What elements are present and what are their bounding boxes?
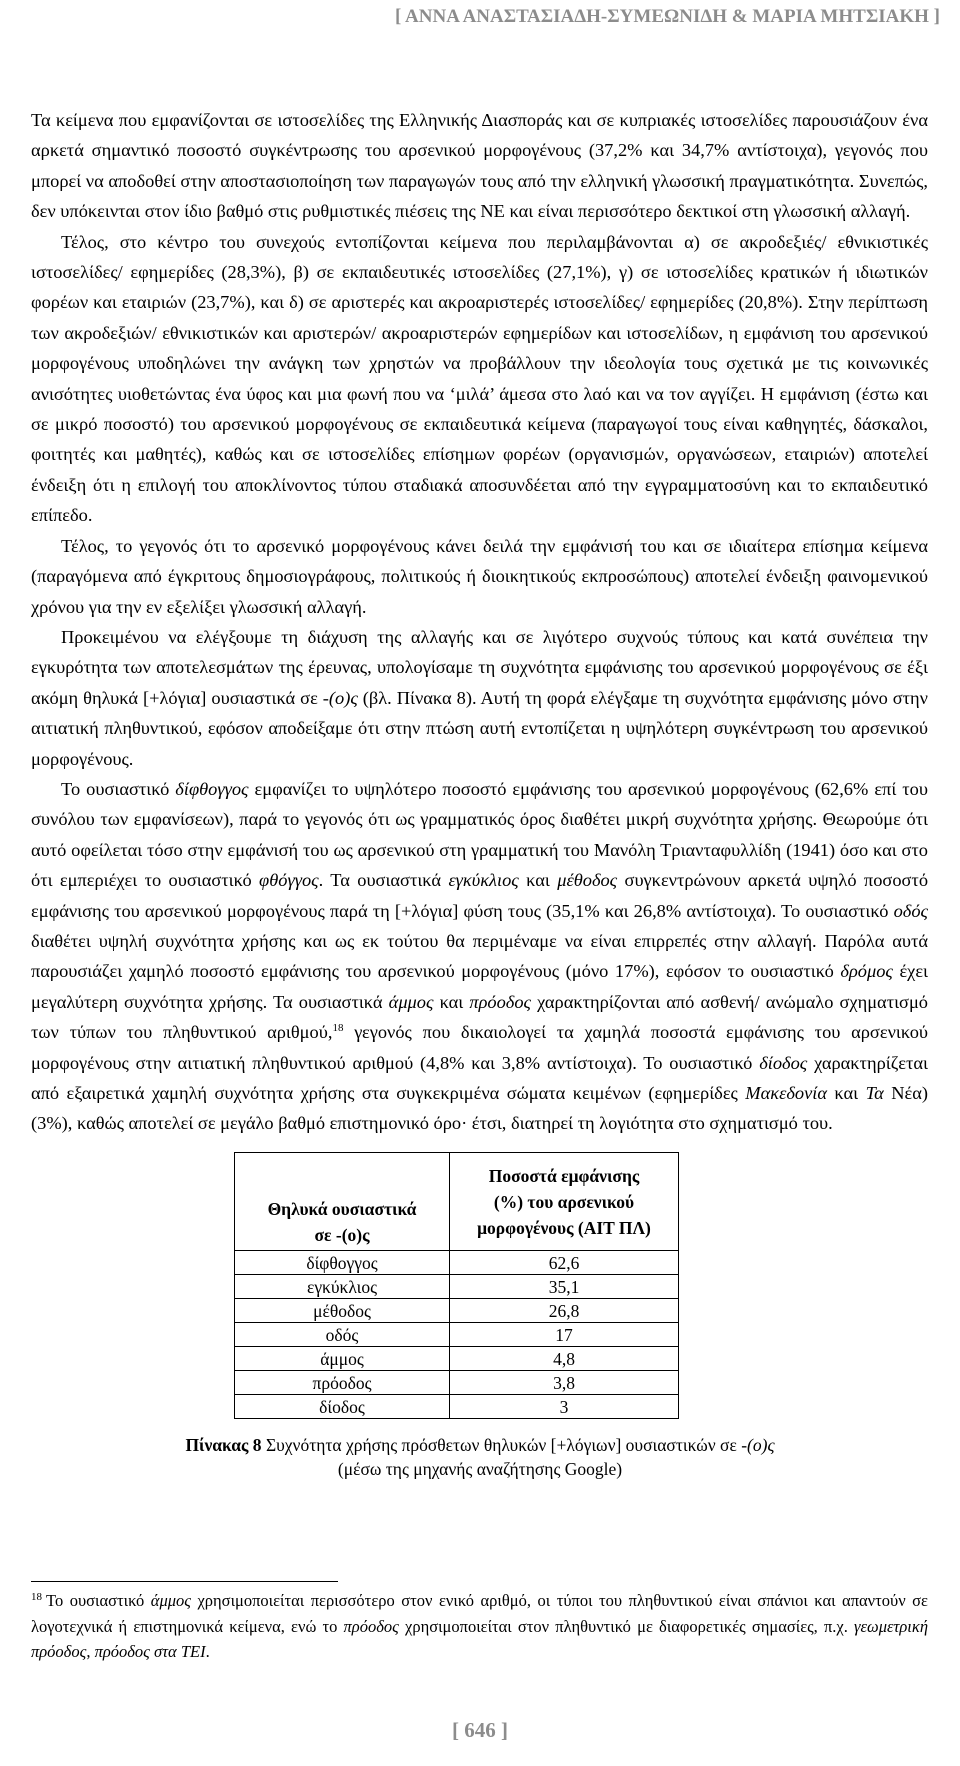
table-row — [235, 1371, 679, 1395]
text-run: χρησιμοποιείται στον πληθυντικό με διαφορετικές σημασίες, π.χ. — [398, 1616, 855, 1636]
table-row — [235, 1251, 679, 1275]
text-run: συγκεντρώνουν αρκετά υψηλό ποσοστό εμφάνισης του αρσενικού μορφογένους παρά τη [+λόγια] φύση τους (35,1% και 26,8% αντίστοιχα). Το ουσιαστικό — [31, 870, 929, 921]
noun-cell: δίφθογγος — [235, 1251, 450, 1275]
paragraph-4-text-a: Προκειμένου να ελέγξουμε τη διάχυση της αλλαγής και σε λιγότερο συχνούς τύπους και κατά συνέπεια την εγκυρότητα των αποτελεσμάτων της έρευνας, υπολογίσαμε τη συχνότητα εμφάνισης του αρσενικού μορφογένους σε έξι ακόμη θηλυκά [+λόγια] ουσιαστικά σε — [31, 626, 928, 708]
noun-cell: πρόοδος — [235, 1371, 450, 1395]
italic-term: πρόοδος — [469, 991, 532, 1012]
paragraph-4-suffix: -(ο)ς — [322, 687, 358, 708]
italic-term: γεωμετρική πρόοδος — [31, 1616, 928, 1661]
table-header-nouns — [235, 1153, 450, 1251]
italic-term: Μακεδονία — [745, 1083, 827, 1103]
percent-cell: 17 — [450, 1323, 679, 1347]
paragraph-4 — [31, 622, 928, 774]
table-row — [235, 1347, 679, 1371]
italic-term: δίφθογγος — [175, 778, 249, 799]
percent-cell: 62,6 — [450, 1251, 679, 1275]
paragraph-2: Τέλος, στο κέντρο του συνεχούς εντοπίζονται κείμενα που περιλαμβάνονται α) σε ακροδεξιές/ εθνικιστικές ιστοσελίδες/ εφημερίδες (28,3%), β) σε εκπαιδευτικές ιστοσελίδες (27,1%), γ) σε ιστοσελίδες κρατικών ή ιδιωτικών φορέων και εταιριών (23,7%), και δ) σε αριστερές και ακροαριστερές ιστοσελίδες/ εφημερίδες (20,8%). Στην περίπτωση των ακροδεξιών/ εθνικιστικών και αριστερών/ ακροαριστερών εφημερίδων και ιστοσελίδων, η εμφάνιση του αρσενικού μορφογένους υποδηλώνει την ανάγκη των χρηστών να προβάλλουν την ιδεολογία τους σχετικά με τις κοινωνικές ανισότητες υιοθετώντας ένα ύφος και μια φωνή που να ‘μιλά’ άμεσα στο λαό και να τον αγγίζει. Η εμφάνιση (έστω και σε μικρό ποσοστό) του αρσενικού μορφογένους σε εκπαιδευτικά κείμενα (παραγωγοί τους είναι καθηγητές, δάσκαλοι, φοιτητές και μαθητές), καθώς και σε ιστοσελίδες επίσημων φορέων (οργανισμών, οργανώσεων, εταιριών) αποτελεί ένδειξη ότι η επιλογή του αποκλίνοντος τύπου σταδιακά αποσυνδέεται από την εγγραμματοσύνη και το εκπαιδευτικό επίπεδο. — [31, 231, 928, 526]
table-header-nouns-line2: σε -(ο)ς — [314, 1225, 370, 1245]
percent-cell: 26,8 — [450, 1299, 679, 1323]
text-run: Νέα) (3%), καθώς αποτελεί σε μεγάλο βαθμό επιστημονικό όρο· έτσι, διατηρεί τη λογιότητα στο σχηματισμό του. — [31, 1083, 928, 1134]
italic-term: πρόοδος — [343, 1616, 399, 1636]
text-run: γεγονός που δικαιολογεί τα χαμηλά ποσοστά εμφάνισης του αρσενικού μορφογένους στην αιτιατική πληθυντικού αριθμού (4,8% και 3,8% αντίστοιχα). Το ουσιαστικό — [31, 1022, 928, 1073]
table-header-percent-line3: μορφογένους (ΑΙΤ ΠΛ) — [477, 1217, 651, 1238]
table-row — [235, 1299, 679, 1323]
table-caption-label: Πίνακας 8 — [185, 1435, 262, 1455]
page-number: [ 646 ] — [452, 1718, 508, 1742]
text-run: διαθέτει υψηλή συχνότητα χρήσης και ως εκ τούτου θα περιμέναμε να είναι επιρρεπές στην αλλαγή. Παρόλα αυτά παρουσιάζει χαμηλό ποσοστό εμφάνισης του αρσενικού μορφογένους (μόνο 17%), εφόσον το ουσιαστικό — [31, 930, 928, 982]
noun-cell: δίοδος — [235, 1395, 450, 1419]
table-header-percent — [450, 1153, 679, 1251]
italic-term: δίοδος — [759, 1052, 808, 1073]
paragraph-4-text-c: (βλ. Πίνακα 8). Αυτή τη φορά ελέγξαμε τη συχνότητα εμφάνισης μόνο στην αιτιατική πληθυντικού, εφόσον αποδείξαμε ότι στην πτώση αυτή εντοπίζεται η υψηλότερη συγκέντρωση του αρσενικού μορφογένους. — [31, 687, 928, 769]
italic-term: άμμος — [388, 991, 434, 1012]
table-8 — [234, 1152, 679, 1419]
percent-cell: 35,1 — [450, 1275, 679, 1299]
text-run: Το ουσιαστικό — [46, 1591, 151, 1610]
paragraph-1: Τα κείμενα που εμφανίζονται σε ιστοσελίδες της Ελληνικής Διασποράς και σε κυπριακές ιστοσελίδες παρουσιάζουν ένα αρκετά σημαντικό ποσοστό συγκέντρωσης του αρσενικού μορφογένους (37,2% και 34,7% αντίστοιχα), γεγονός που μπορεί να αποδοθεί στην αποστασιοποίηση των παραγωγών τους από την ελληνική γλωσσική πραγματικότητα. Συνεπώς, δεν υπόκεινται στον ίδιο βαθμό στις ρυθμιστικές πιέσεις της ΝΕ και είναι περισσότερο δεκτικοί στη γλωσσική αλλαγή. — [31, 110, 928, 222]
paragraph-3: Τέλος, το γεγονός ότι το αρσενικό μορφογένους κάνει δειλά την εμφάνισή του και σε ιδιαίτερα επίσημα κείμενα (παραγόμενα από έγκριτους δημοσιογράφους, πολιτικούς ή διοικητικούς εκπροσώπους) αποτελεί ένδειξη φαινομενικού χρόνου για την εν εξελίξει γλωσσική αλλαγή. — [31, 535, 928, 617]
table-row — [235, 1275, 679, 1299]
footnote-separator — [31, 1581, 338, 1582]
table-caption-line2: (μέσω της μηχανής αναζήτησης Google) — [337, 1459, 623, 1479]
text-run: χρησιμοποιείται περισσότερο στον ενικό αριθμό, οι τύποι του πληθυντικού είναι σπάνιοι και απαντούν σε λογοτεχνικά ή επιστημονικά κείμενα, ενώ το — [31, 1591, 928, 1636]
italic-term: φθόγγος — [259, 870, 319, 891]
noun-cell: άμμος — [235, 1347, 450, 1371]
text-run: . — [205, 1642, 210, 1661]
table-header-percent-line1: Ποσοστά εμφάνισης — [488, 1165, 640, 1186]
table-caption-text: Συχνότητα χρήσης πρόσθετων θηλυκών [+λόγιων] ουσιαστικών σε — [261, 1435, 742, 1455]
italic-term: Τα — [865, 1083, 884, 1103]
table-caption — [0, 1433, 960, 1481]
text-run: εμφανίζει το υψηλότερο ποσοστό εμφάνισης του αρσενικού μορφογένους (62,6% επί του συνόλου των εμφανίσεων), παρά το γεγονός ότι ως γραμματικός όρος διαθέτει μικρή συχνότητα χρήσης. Θεωρούμε ότι αυτό οφείλεται τόσο στην εμφάνισή του ως αρσενικού στη γραμματική του Μανόλη Τριανταφυλλίδη (1941) όσο και στο ότι εμπεριέχει το ουσιαστικό — [31, 778, 928, 891]
text-run: και — [433, 991, 470, 1012]
footnote-ref: 18 — [332, 1022, 344, 1035]
table-caption-line1 — [0, 1433, 960, 1457]
italic-term: άμμος — [150, 1591, 191, 1610]
table-row — [235, 1323, 679, 1347]
footnote-18 — [31, 1588, 928, 1665]
percent-cell: 3 — [450, 1395, 679, 1419]
footnote-number: 18 — [31, 1590, 42, 1603]
italic-term: εγκύκλιος — [448, 870, 519, 891]
text-run: Το ουσιαστικό — [61, 778, 176, 799]
italic-term: οδός — [893, 900, 928, 921]
text-run: και — [827, 1083, 866, 1103]
percent-cell: 4,8 — [450, 1347, 679, 1371]
table-row — [235, 1395, 679, 1419]
noun-cell: οδός — [235, 1323, 450, 1347]
italic-term: μέθοδος — [557, 870, 618, 891]
table-header-percent-line2: (%) του αρσενικού — [493, 1191, 635, 1212]
text-run: , — [86, 1642, 95, 1661]
noun-cell: εγκύκλιος — [235, 1275, 450, 1299]
body-text — [31, 105, 928, 1139]
text-run: χαρακτηρίζονται από ασθενή/ ανώμαλο σχηματισμό των τύπων του πληθυντικού αριθμού, — [31, 991, 928, 1043]
footnote-text — [31, 1591, 928, 1661]
text-run: έχει μεγαλύτερη συχνότητα χρήσης. Τα ουσιαστικά — [31, 961, 929, 1012]
noun-cell: μέθοδος — [235, 1299, 450, 1323]
italic-term: δρόμος — [840, 961, 893, 982]
text-run: και — [518, 870, 558, 891]
paragraph-5 — [31, 774, 928, 1139]
italic-term: πρόοδος στα ΤΕΙ — [94, 1642, 206, 1661]
text-run: . Τα ουσιαστικά — [318, 870, 449, 891]
text-run: χαρακτηρίζεται από εξαιρετικά χαμηλή συχνότητα χρήσης στα συγκεκριμένα σώματα κειμένων (εφημερίδες — [31, 1052, 929, 1103]
table-caption-suffix: -(ο)ς — [741, 1435, 775, 1455]
table-header-nouns-line1: Θηλυκά ουσιαστικά — [267, 1199, 417, 1219]
percent-cell: 3,8 — [450, 1371, 679, 1395]
running-header: [ ΑΝΝΑ ΑΝΑΣΤΑΣΙΑΔΗ-ΣΥΜΕΩΝΙΔΗ & ΜΑΡΙΑ ΜΗΤΣΙΑΚΗ ] — [395, 6, 940, 27]
